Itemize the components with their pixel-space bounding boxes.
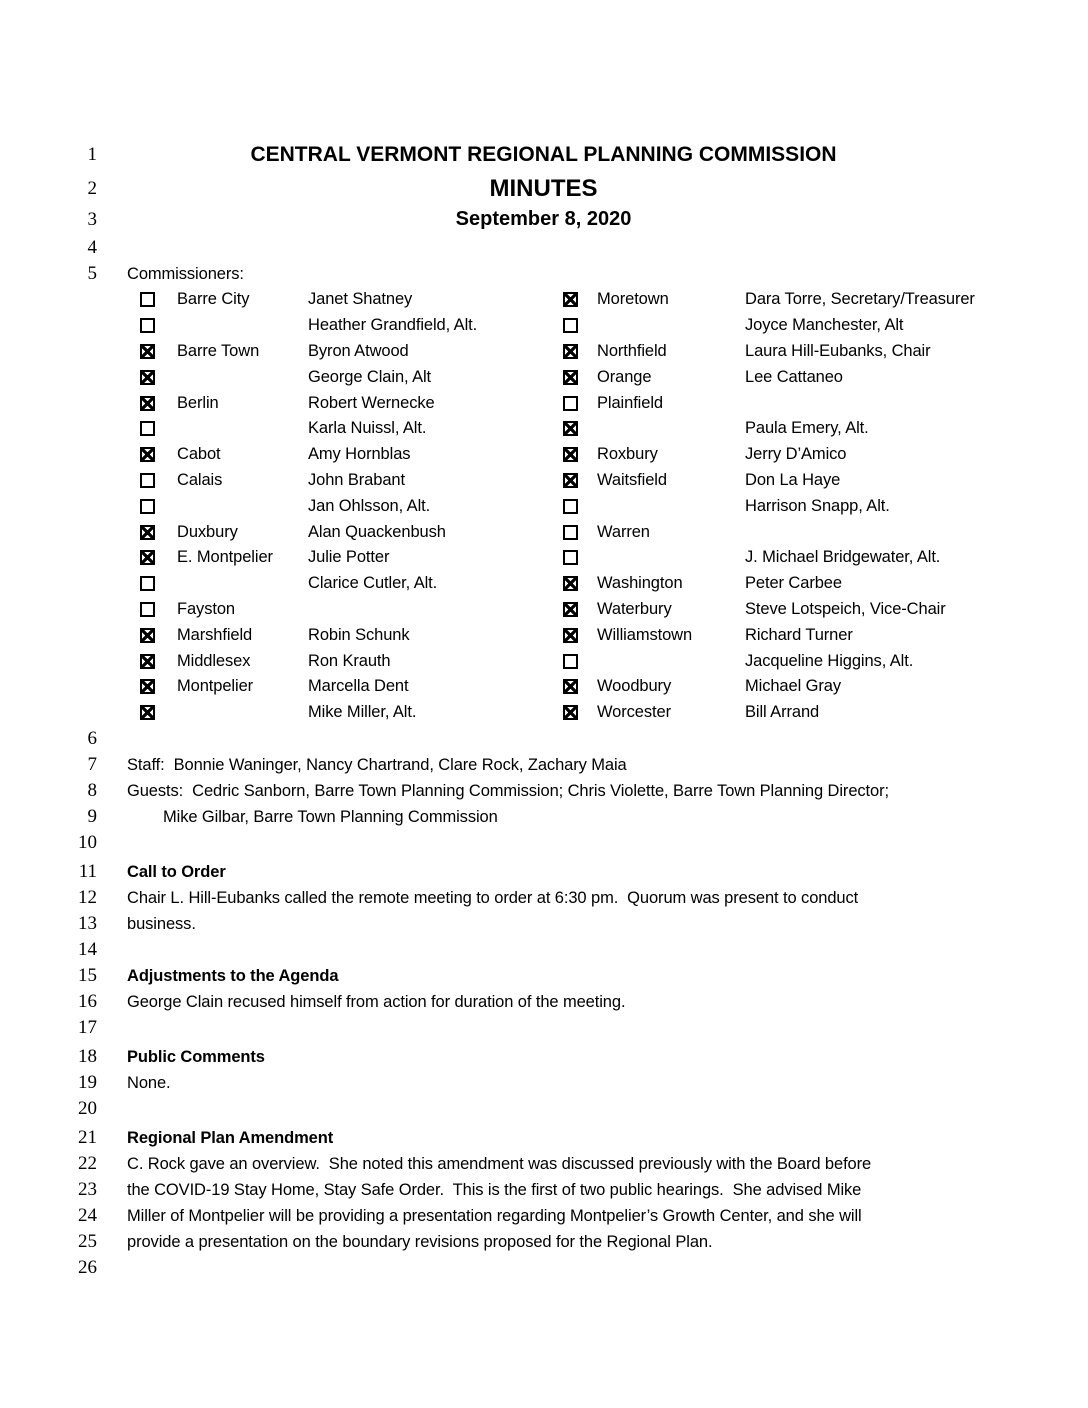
town-name: Roxbury: [597, 445, 658, 464]
commissioner-row: [127, 287, 1027, 313]
commissioner-name: Lee Cattaneo: [745, 367, 843, 386]
commissioner-row: [127, 674, 1027, 700]
line-5: [0, 261, 1088, 287]
attendance-checkbox: [563, 550, 578, 565]
attendance-checkbox: [140, 705, 155, 720]
town-name: Worcester: [597, 703, 671, 722]
commissioner-row: [127, 468, 1027, 494]
town-name: Duxbury: [177, 522, 238, 541]
line-7: [0, 752, 1088, 778]
line-number: 15: [78, 964, 97, 986]
line-number: 5: [87, 263, 97, 284]
line-22: [0, 1151, 1088, 1177]
commissioner-name: Alan Quackenbush: [308, 522, 446, 541]
commissioner-row: [127, 313, 1027, 339]
attendance-checkbox: [140, 576, 155, 591]
commissioner-name: Peter Carbee: [745, 574, 842, 593]
commissioner-row: [127, 416, 1027, 442]
commissioner-name: Richard Turner: [745, 625, 853, 644]
line-19: [0, 1070, 1088, 1096]
attendance-checkbox: [140, 421, 155, 436]
line-24: [0, 1203, 1088, 1229]
town-name: Montpelier: [177, 677, 254, 696]
attendance-checkbox: [140, 525, 155, 540]
commissioner-row: [127, 339, 1027, 365]
line-number: 16: [78, 990, 97, 1012]
call-to-order-text: Chair L. Hill-Eubanks called the remote meeting to order at 6:30 pm. Quorum was present to conduct: [127, 888, 859, 907]
line-15: [0, 963, 1088, 989]
line-number: 6: [87, 727, 97, 749]
town-name: Barre Town: [177, 341, 260, 360]
line-number: 19: [78, 1071, 97, 1093]
commissioner-row: [127, 648, 1027, 674]
line-18: [0, 1044, 1088, 1070]
attendance-checkbox: [140, 654, 155, 669]
commissioner-name: Harrison Snapp, Alt.: [745, 496, 890, 515]
line-4: [0, 234, 1088, 261]
town-name: Orange: [597, 367, 652, 386]
adjustments-text: George Clain recused himself from action for duration of the meeting.: [127, 992, 626, 1011]
commissioner-name: Michael Gray: [745, 677, 841, 696]
attendance-checkbox: [563, 292, 578, 307]
attendance-checkbox: [563, 318, 578, 333]
commissioner-name: Laura Hill-Eubanks, Chair: [745, 341, 931, 360]
regional-plan-text: provide a presentation on the boundary revisions proposed for the Regional Plan.: [127, 1232, 713, 1251]
commissioner-name: Marcella Dent: [308, 677, 409, 696]
town-name: Northfield: [597, 341, 667, 360]
commissioner-row: [127, 700, 1027, 726]
line-12: [0, 885, 1088, 911]
commissioner-name: Jerry D’Amico: [745, 445, 847, 464]
commissioner-row: [127, 442, 1027, 468]
line-number: 20: [78, 1097, 97, 1119]
attendance-checkbox: [140, 447, 155, 462]
public-comments-text: None.: [127, 1073, 171, 1092]
commissioner-name: Robert Wernecke: [308, 393, 435, 412]
commissioner-name: Don La Haye: [745, 470, 841, 489]
attendance-checkbox: [563, 396, 578, 411]
line-17: [0, 1015, 1088, 1041]
commissioner-name: Paula Emery, Alt.: [745, 419, 869, 438]
commissioner-name: Karla Nuissl, Alt.: [308, 419, 427, 438]
attendance-checkbox: [140, 499, 155, 514]
line-8: [0, 778, 1088, 804]
line-number: 4: [87, 237, 97, 258]
attendance-checkbox: [563, 679, 578, 694]
attendance-checkbox: [563, 602, 578, 617]
meeting-date: September 8, 2020: [455, 208, 632, 230]
line-number: 22: [78, 1152, 97, 1174]
line-3: [0, 205, 1088, 234]
line-number: 2: [87, 178, 97, 199]
attendance-checkbox: [140, 396, 155, 411]
line-number: 11: [78, 860, 97, 882]
commissioner-name: Joyce Manchester, Alt: [745, 316, 904, 335]
attendance-checkbox: [563, 473, 578, 488]
regional-plan-text: C. Rock gave an overview. She noted this amendment was discussed previously with the Board before: [127, 1154, 872, 1173]
town-name: Williamstown: [597, 625, 693, 644]
town-name: Woodbury: [597, 677, 672, 696]
commissioner-name: Amy Hornblas: [308, 445, 411, 464]
commissioner-name: Heather Grandfield, Alt.: [308, 316, 478, 335]
call-to-order-text: business.: [127, 914, 196, 933]
attendance-checkbox: [563, 705, 578, 720]
attendance-checkbox: [140, 679, 155, 694]
commissioner-row: [127, 390, 1027, 416]
commissioner-name: Mike Miller, Alt.: [308, 703, 417, 722]
town-name: Calais: [177, 470, 223, 489]
line-number: 7: [87, 753, 97, 775]
line-1: [0, 138, 1088, 172]
regional-plan-text: Miller of Montpelier will be providing a presentation regarding Montpelier’s Growth Center, and she will: [127, 1206, 862, 1225]
line-9: [0, 804, 1088, 830]
attendance-checkbox: [563, 525, 578, 540]
attendance-checkbox: [563, 654, 578, 669]
commissioner-row: [127, 493, 1027, 519]
line-number: 17: [78, 1016, 97, 1038]
town-name: Plainfield: [597, 393, 663, 412]
commissioner-row: [127, 597, 1027, 623]
town-name: E. Montpelier: [177, 548, 273, 567]
commissioner-row: [127, 545, 1027, 571]
line-number: 25: [78, 1230, 97, 1252]
attendance-checkbox: [140, 602, 155, 617]
town-name: Cabot: [177, 445, 221, 464]
town-name: Berlin: [177, 393, 219, 412]
commissioner-name: Byron Atwood: [308, 341, 409, 360]
commissioners-table: [127, 287, 1027, 726]
attendance-checkbox: [140, 292, 155, 307]
line-10: [0, 830, 1088, 856]
line-number: 9: [87, 805, 97, 827]
regional-plan-heading: Regional Plan Amendment: [127, 1128, 334, 1147]
line-number: 1: [87, 144, 97, 165]
town-name: Warren: [597, 522, 650, 541]
attendance-checkbox: [140, 318, 155, 333]
line-2: [0, 172, 1088, 205]
staff-line: Staff: Bonnie Waninger, Nancy Chartrand, Clare Rock, Zachary Maia: [127, 755, 627, 774]
line-26: [0, 1255, 1088, 1281]
commissioner-row: [127, 571, 1027, 597]
line-number: 26: [78, 1256, 97, 1278]
line-number: 18: [78, 1045, 97, 1067]
line-23: [0, 1177, 1088, 1203]
attendance-checkbox: [563, 628, 578, 643]
attendance-checkbox: [563, 499, 578, 514]
attendance-checkbox: [140, 344, 155, 359]
attendance-checkbox: [563, 421, 578, 436]
commissioner-name: Steve Lotspeich, Vice-Chair: [745, 599, 946, 618]
line-number: 13: [78, 912, 97, 934]
line-number: 10: [78, 831, 97, 853]
attendance-checkbox: [140, 550, 155, 565]
town-name: Waterbury: [597, 599, 672, 618]
line-number: 8: [87, 779, 97, 801]
line-16: [0, 989, 1088, 1015]
line-21: [0, 1125, 1088, 1151]
commissioner-name: Dara Torre, Secretary/Treasurer: [745, 290, 975, 309]
town-name: Washington: [597, 574, 683, 593]
commissioner-name: J. Michael Bridgewater, Alt.: [745, 548, 941, 567]
attendance-checkbox: [140, 370, 155, 385]
public-comments-heading: Public Comments: [127, 1047, 265, 1066]
commissioner-name: Jan Ohlsson, Alt.: [308, 496, 431, 515]
commissioner-name: George Clain, Alt: [308, 367, 432, 386]
town-name: Marshfield: [177, 625, 253, 644]
commissioner-name: Jacqueline Higgins, Alt.: [745, 651, 914, 670]
line-number: 23: [78, 1178, 97, 1200]
town-name: Middlesex: [177, 651, 251, 670]
commissioner-row: [127, 622, 1027, 648]
call-to-order-heading: Call to Order: [127, 862, 226, 881]
commissioners-label: Commissioners:: [127, 265, 244, 283]
regional-plan-text: the COVID-19 Stay Home, Stay Safe Order. This is the first of two public hearings. She advised Mike: [127, 1180, 862, 1199]
attendance-checkbox: [563, 370, 578, 385]
line-number: 21: [78, 1126, 97, 1148]
attendance-checkbox: [140, 473, 155, 488]
commissioner-name: Robin Schunk: [308, 625, 410, 644]
guests-line: Guests: Cedric Sanborn, Barre Town Planning Commission; Chris Violette, Barre Town Planning Director;: [127, 781, 889, 800]
commissioner-row: [127, 519, 1027, 545]
line-11: [0, 859, 1088, 885]
line-6: [0, 726, 1088, 752]
line-13: [0, 911, 1088, 937]
line-number: 14: [78, 938, 97, 960]
commissioner-name: Clarice Cutler, Alt.: [308, 574, 438, 593]
guests-line-continued: Mike Gilbar, Barre Town Planning Commission: [163, 807, 498, 826]
town-name: Barre City: [177, 290, 250, 309]
minutes-subtitle: MINUTES: [489, 175, 598, 202]
line-number: 24: [78, 1204, 97, 1226]
commissioner-name: Bill Arrand: [745, 703, 820, 722]
town-name: Fayston: [177, 599, 235, 618]
adjustments-heading: Adjustments to the Agenda: [127, 966, 339, 985]
commissioner-name: Julie Potter: [308, 548, 390, 567]
line-number: 12: [78, 886, 97, 908]
attendance-checkbox: [140, 628, 155, 643]
line-14: [0, 937, 1088, 963]
line-25: [0, 1229, 1088, 1255]
document-title: CENTRAL VERMONT REGIONAL PLANNING COMMISSION: [250, 143, 837, 166]
attendance-checkbox: [563, 447, 578, 462]
town-name: Moretown: [597, 290, 669, 309]
commissioner-row: [127, 364, 1027, 390]
attendance-checkbox: [563, 344, 578, 359]
line-20: [0, 1096, 1088, 1122]
commissioner-name: John Brabant: [308, 470, 405, 489]
attendance-checkbox: [563, 576, 578, 591]
line-number: 3: [87, 209, 97, 230]
commissioner-name: Ron Krauth: [308, 651, 391, 670]
town-name: Waitsfield: [597, 470, 667, 489]
commissioner-name: Janet Shatney: [308, 290, 413, 309]
